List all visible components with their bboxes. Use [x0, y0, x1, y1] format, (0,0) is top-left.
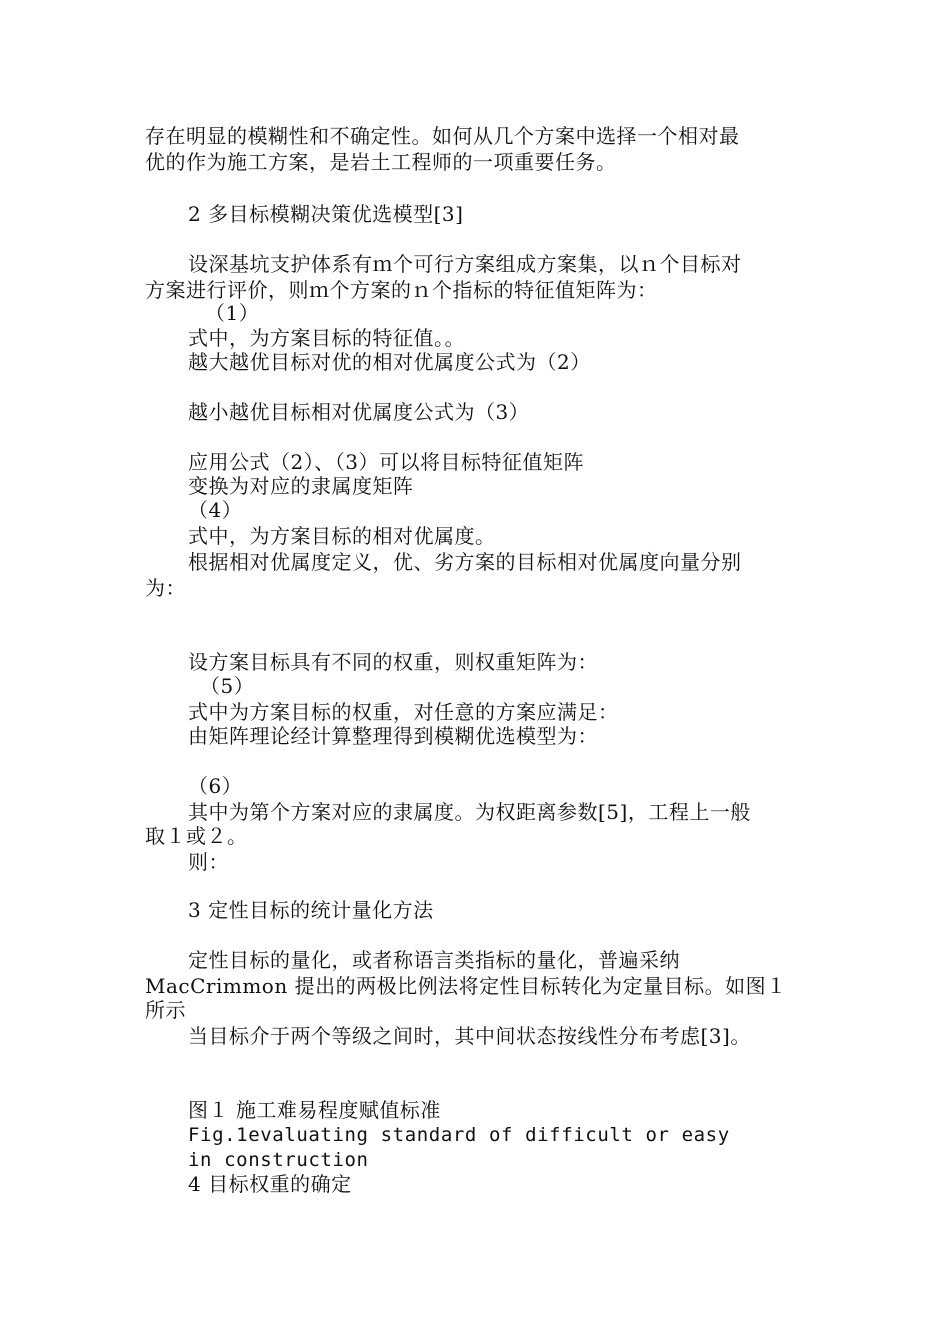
- text-line: 所示: [145, 998, 186, 1022]
- text-line: 越小越优目标相对优属度公式为（3）: [188, 400, 530, 424]
- text-line: 优的作为施工方案，是岩土工程师的一项重要任务。: [145, 150, 617, 174]
- text-line: 定性目标的量化，或者称语言类指标的量化，普遍采纳: [188, 948, 680, 972]
- text-line: 设深基坑支护体系有ｍ个可行方案组成方案集，以ｎ个目标对: [188, 252, 742, 276]
- text-line: 当目标介于两个等级之间时，其中间状态按线性分布考虑[3]。: [188, 1024, 751, 1048]
- section-heading: 4 目标权重的确定: [188, 1172, 352, 1196]
- text-line: 其中为第个方案对应的隶属度。为权距离参数[5]，工程上一般: [188, 800, 751, 824]
- text-line: 变换为对应的隶属度矩阵: [188, 474, 414, 498]
- text-line: 取１或２。: [145, 824, 248, 848]
- text-line: 方案进行评价，则ｍ个方案的ｎ个指标的特征值矩阵为：: [145, 278, 658, 302]
- section-heading: 2 多目标模糊决策优选模型[3]: [188, 202, 464, 226]
- figure-caption-english: Fig.1evaluating standard of difficult or easy: [188, 1124, 730, 1146]
- text-line: 越大越优目标对优的相对优属度公式为（2）: [188, 350, 591, 374]
- text-line: 式中，为方案目标的特征值。。: [188, 326, 465, 350]
- figure-caption: 图１ 施工难易程度赋值标准: [188, 1098, 441, 1122]
- text-line: 式中，为方案目标的相对优属度。: [188, 524, 496, 548]
- text-line: 由矩阵理论经计算整理得到模糊优选模型为：: [188, 724, 598, 748]
- text-line: 存在明显的模糊性和不确定性。如何从几个方案中选择一个相对最: [145, 124, 740, 148]
- text-line: 式中为方案目标的权重，对任意的方案应满足：: [188, 700, 619, 724]
- equation-number: （5）: [200, 674, 255, 698]
- equation-number: （1）: [205, 301, 260, 325]
- figure-caption-english: in construction: [188, 1149, 369, 1171]
- section-heading: 3 定性目标的统计量化方法: [188, 898, 434, 922]
- text-line: 则：: [188, 850, 229, 874]
- text-line: 设方案目标具有不同的权重，则权重矩阵为：: [188, 650, 598, 674]
- text-line: 根据相对优属度定义，优、劣方案的目标相对优属度向量分别: [188, 550, 742, 574]
- text-line: MacCrimmon 提出的两极比例法将定性目标转化为定量目标。如图１: [145, 974, 787, 998]
- equation-number: （6）: [188, 774, 243, 798]
- text-line: 为：: [145, 576, 186, 600]
- equation-number: （4）: [188, 498, 243, 522]
- text-line: 应用公式（2）、（3）可以将目标特征值矩阵: [188, 450, 584, 474]
